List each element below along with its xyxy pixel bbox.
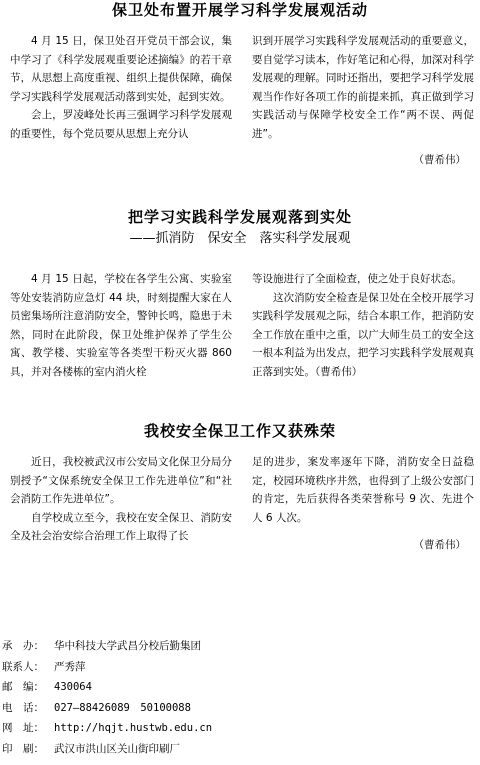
- colophon-value: 严秀萍: [54, 660, 86, 673]
- article-subtitle: ——抓消防 保安全 落实科学发展观: [129, 231, 351, 246]
- article-column-right: [252, 270, 474, 381]
- article-title: 把学习实践科学发展观落到实处: [127, 208, 352, 226]
- colophon-row-phone: [2, 698, 472, 719]
- article-paragraph: 识到开展学习实践科学发展观活动的重要意义，要自觉学习读本，作好笔记和心得，加深对科学发展观的理解。同时还指出，要把学习科学发展观当作作好各项工作的前提来抓，真正做到学习实践活动与保障学校安全工作“两不误、两促进”。: [252, 35, 474, 140]
- article-paragraph: 等设施进行了全面检查，使之处于良好状态。: [252, 273, 462, 285]
- colophon-row-organizer: [2, 636, 472, 657]
- article-column-right: [252, 453, 474, 527]
- colophon-label: 印 刷：: [2, 742, 44, 755]
- article-title: 我校安全保卫工作又获殊荣: [143, 422, 336, 440]
- article-title: 保卫处布置开展学习科学发展观活动: [111, 1, 368, 19]
- article-paragraph: 自学校成立至今，我校在安全保卫、消防安全及社会治安综合治理工作上取得了长: [10, 511, 232, 542]
- article-security-award: [0, 421, 480, 551]
- article-paragraph: 会上，罗凌峰处长再三强调学习科学发展观的重要性，每个党员要从思想上充分认: [10, 109, 232, 140]
- article-paragraph: 足的进步，案发率逐年下降，消防安全日益稳定，校园环境秩序井然，也得到了上级公安部门的肯定，先后获得各类荣誉称号 9 次、先进个人 6 人次。: [252, 456, 474, 524]
- colophon-row-contact: [2, 657, 472, 678]
- colophon-value: http://hqjt.hustwb.edu.cn: [54, 722, 213, 734]
- colophon-label: 电 话：: [2, 701, 44, 714]
- article-column-left: [10, 453, 232, 546]
- article-paragraph: 4 月 15 日，保卫处召开党员干部会议，集中学习了《科学发展观重要论述摘编》的若干章节，从思想上高度重视、组织上提供保障，确保学习实践科学发展观活动落到实处，起到实效。: [10, 35, 232, 103]
- colophon-row-printer: [2, 739, 472, 760]
- colophon-value: 华中科技大学武昌分校后勤集团: [54, 640, 201, 652]
- article-security-study: [0, 0, 480, 166]
- article-practice-development: [0, 207, 480, 378]
- colophon-label: 网 址：: [2, 722, 44, 734]
- article-paragraph: 4 月 15 日起，学校在各学生公寓、实验室等处安装消防应急灯 44 块，时刻提醒大家在人员密集场所注意消防安全，警钟长鸣，隐患于未然，同时在此阶段，保卫处维护保养了学生公寓、教学楼、实验室等各类型干粉灭火器 860 具，并对各楼栋的室内消火栓: [10, 273, 232, 378]
- article-column-left: [10, 270, 232, 381]
- article-paragraph: 近日，我校被武汉市公安局文化保卫分局分别授予“文保系统安全保卫工作先进单位”和“社会消防工作先进单位”。: [10, 456, 232, 505]
- article-author: （曹希伟）: [413, 539, 466, 551]
- colophon-row-postcode: [2, 677, 472, 698]
- article-column-right: [252, 32, 474, 143]
- article-author: （曹希伟）: [413, 154, 466, 166]
- colophon-value: 武汉市洪山区关山街印刷厂: [54, 742, 180, 755]
- colophon-label: 联系人：: [2, 660, 44, 673]
- article-column-left: [10, 32, 232, 143]
- colophon-label: 邮 编：: [2, 681, 44, 693]
- colophon-row-website: [2, 718, 472, 739]
- colophon-label: 承 办：: [2, 640, 44, 652]
- colophon-value: 027—88426089 50100088: [54, 701, 191, 714]
- colophon-value: 430064: [54, 681, 92, 693]
- colophon: [2, 636, 472, 759]
- article-paragraph: 这次消防安全检查是保卫处在全校开展学习实践科学发展观之际，结合本职工作，把消防安全工作放在重中之重，以广大师生员工的安全这一根本利益为出发点，把学习实践科学发展观真正落到实处。（曹希伟）: [252, 291, 474, 378]
